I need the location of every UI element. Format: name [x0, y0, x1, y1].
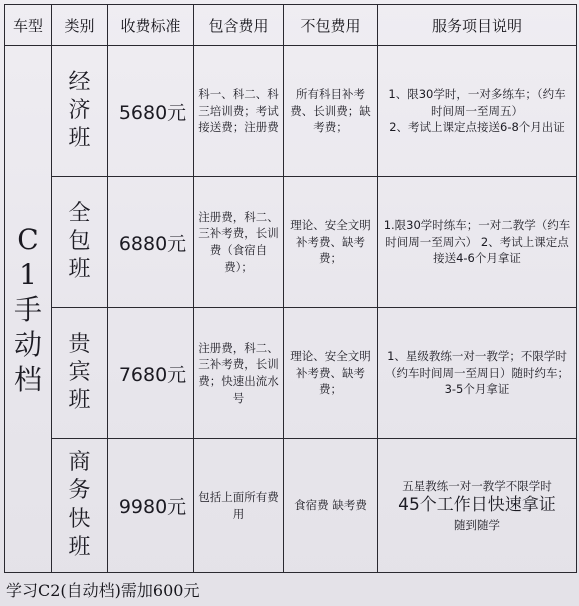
service-cell	[378, 177, 577, 308]
service-cell	[378, 308, 577, 439]
class-char: 贵	[68, 331, 91, 357]
class-char: 务	[68, 478, 91, 504]
header-included: 包含费用	[194, 5, 284, 46]
price-cell: 5680元	[108, 46, 194, 177]
service-line: 随到随学	[454, 517, 500, 532]
header-vehicle-type: 车型	[5, 5, 52, 46]
class-char: 济	[68, 97, 91, 123]
vehicle-char: C	[17, 222, 39, 256]
price-cell: 7680元	[108, 308, 194, 439]
price-cell: 9980元	[108, 439, 194, 573]
class-cell-vip	[52, 308, 108, 439]
included-cell: 注册费，科二、三补考费，长训费；快速出流水号	[194, 308, 284, 439]
service-line: 1.限30学时练车；一对二教学（约车时间周一至周六） 2、考试上课定点接送4-6个月拿证	[383, 217, 571, 266]
service-line: 1、星级教练一对一教学；不限学时（约车时间周一至周日）随时约车；3-5个月拿证	[385, 348, 569, 397]
class-char: 班	[68, 257, 91, 283]
header-class: 类别	[52, 5, 108, 46]
class-char: 班	[68, 534, 91, 560]
vehicle-char: 手	[13, 292, 42, 326]
excluded-cell: 食宿费 缺考费	[284, 439, 378, 573]
excluded-cell: 理论、安全文明补考费、缺考费；	[284, 177, 378, 308]
excluded-cell: 所有科目补考费、长训费；缺考费；	[284, 46, 378, 177]
header-service: 服务项目说明	[378, 5, 577, 46]
excluded-cell: 理论、安全文明补考费、缺考费；	[284, 308, 378, 439]
table-row	[5, 177, 577, 308]
class-cell-all-inclusive	[52, 177, 108, 308]
table-row	[5, 439, 577, 573]
price-table	[4, 4, 577, 573]
vehicle-char: 动	[13, 327, 42, 361]
table-row	[5, 308, 577, 439]
included-cell: 包括上面所有费用	[194, 439, 284, 573]
included-cell: 科一、科二、科三培训费；考试接送费；注册费	[194, 46, 284, 177]
class-char: 包	[68, 228, 91, 254]
service-highlight: 45个工作日快速拿证	[398, 495, 556, 516]
class-char: 班	[68, 388, 91, 414]
price-cell: 6880元	[108, 177, 194, 308]
service-line: 1、限30学时，一对多练车；（约车时间周一至周五）	[388, 86, 566, 118]
vehicle-type-cell	[5, 46, 52, 573]
class-char: 全	[68, 200, 91, 226]
service-line: 2、考试上课定点接送6-8个月出证	[389, 120, 565, 135]
service-cell	[378, 439, 577, 573]
class-char: 宾	[68, 359, 91, 385]
vehicle-char: 1	[19, 257, 37, 291]
class-char: 班	[68, 126, 91, 152]
header-excluded: 不包费用	[284, 5, 378, 46]
service-line: 五星教练一对一教学不限学时	[402, 478, 552, 493]
included-cell: 注册费，科二、三补考费，长训费（食宿自费）；	[194, 177, 284, 308]
header-price: 收费标准	[108, 5, 194, 46]
class-char: 经	[68, 69, 91, 95]
class-cell-business-express	[52, 439, 108, 573]
service-cell	[378, 46, 577, 177]
footer-note: 学习C2(自动档)需加600元	[6, 581, 200, 600]
table-row	[5, 46, 577, 177]
class-char: 商	[68, 450, 91, 476]
class-char: 快	[68, 506, 91, 532]
class-cell-economy	[52, 46, 108, 177]
vehicle-char: 档	[13, 362, 42, 396]
header-row	[5, 5, 577, 46]
